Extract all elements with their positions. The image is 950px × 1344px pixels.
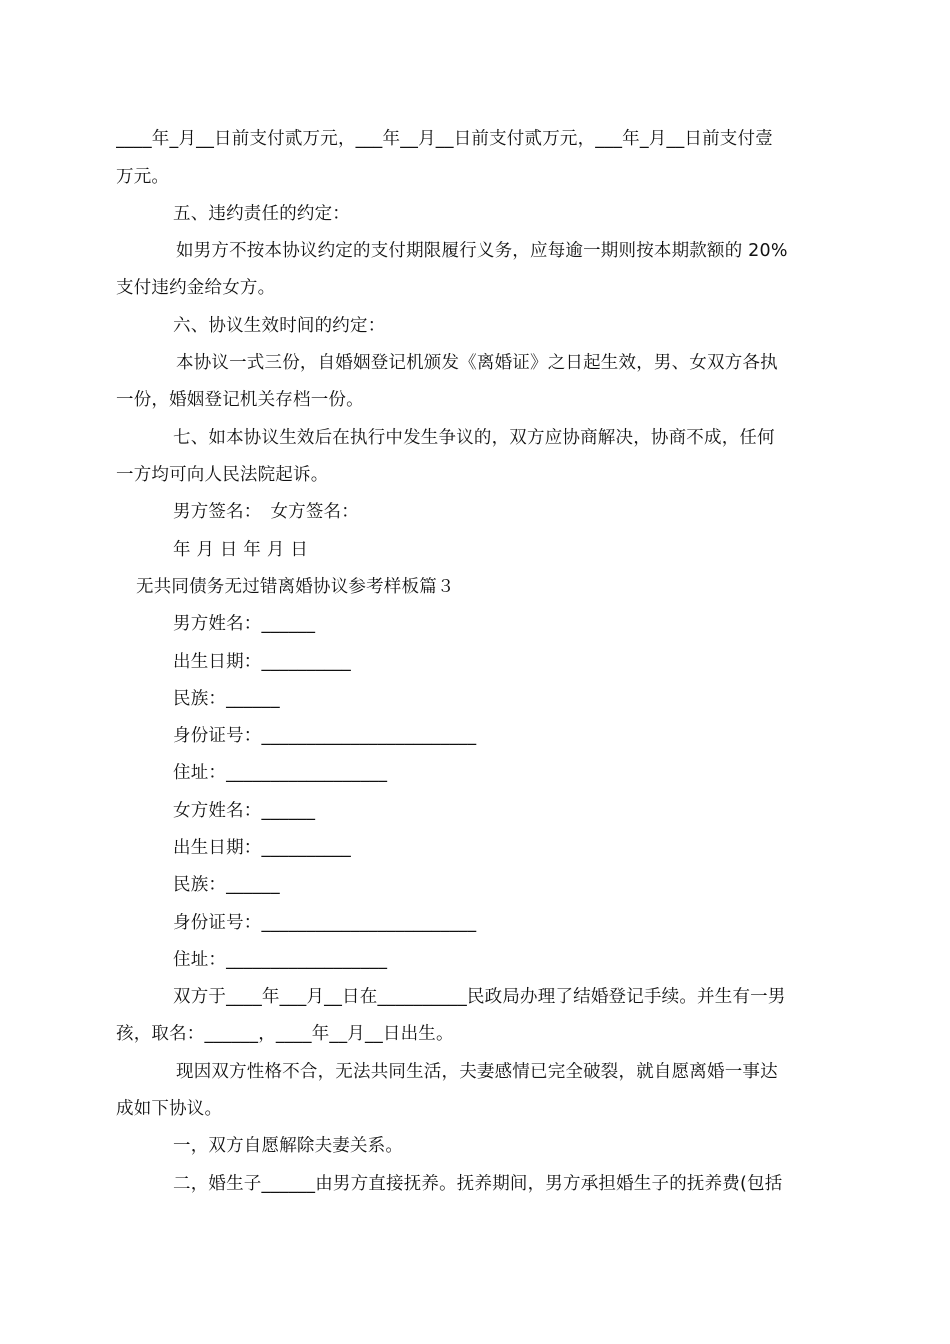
section-5-text-line-2: 支付违约金给女方。: [116, 278, 276, 298]
section-7-text-line-1: 七、如本协议生效后在执行中发生争议的，双方应协商解决，协商不成，任何: [173, 428, 775, 448]
wife-address-field: 住址：__________________: [173, 950, 388, 970]
wife-id-number-field: 身份证号：________________________: [173, 913, 477, 933]
marriage-registration-line-1: 双方于____年___月__日在__________民政局办理了结婚登记手续。并生有一男: [173, 987, 786, 1007]
husband-address-field: 住址：__________________: [173, 763, 388, 783]
divorce-reason-line-1: 现因双方性格不合，无法共同生活，夫妻感情已完全破裂，就自愿离婚一事达: [176, 1062, 778, 1082]
husband-name-field: 男方姓名：______: [173, 614, 316, 634]
template-3-title: 无共同债务无过错离婚协议参考样板篇３: [136, 577, 455, 597]
wife-ethnicity-field: 民族：______: [173, 875, 280, 895]
signature-date-line: 年 月 日 年 月 日: [173, 540, 309, 560]
clause-2-text: 二，婚生子______由男方直接抚养。抚养期间，男方承担婚生子的抚养费(包括: [173, 1174, 783, 1194]
section-5-text-line-1: 如男方不按本协议约定的支付期限履行义务，应每逾一期则按本期款额的 20%: [176, 241, 788, 261]
section-6-heading: 六、协议生效时间的约定：: [173, 316, 386, 336]
husband-ethnicity-field: 民族：______: [173, 689, 280, 709]
section-7-text-line-2: 一方均可向人民法院起诉。: [116, 465, 329, 485]
divorce-reason-line-2: 成如下协议。: [116, 1099, 223, 1119]
section-6-text-line-1: 本协议一式三份，自婚姻登记机颁发《离婚证》之日起生效，男、女双方各执: [176, 353, 778, 373]
wife-birthdate-field: 出生日期：__________: [173, 838, 351, 858]
marriage-registration-line-2: 孩，取名：______，____年__月__日出生。: [116, 1024, 454, 1044]
husband-id-number-field: 身份证号：________________________: [173, 726, 477, 746]
payment-schedule-line-1: ____年_月__日前支付贰万元，___年__月__日前支付贰万元，___年_月__日前支付壹: [116, 129, 773, 149]
husband-birthdate-field: 出生日期：__________: [173, 652, 351, 672]
section-5-heading: 五、违约责任的约定：: [173, 204, 350, 224]
wife-name-field: 女方姓名：______: [173, 801, 316, 821]
section-6-text-line-2: 一份，婚姻登记机关存档一份。: [116, 390, 364, 410]
signature-line: 男方签名： 女方签名：: [173, 502, 359, 522]
clause-1-text: 一，双方自愿解除夫妻关系。: [173, 1136, 404, 1156]
payment-schedule-line-2: 万元。: [116, 167, 170, 187]
